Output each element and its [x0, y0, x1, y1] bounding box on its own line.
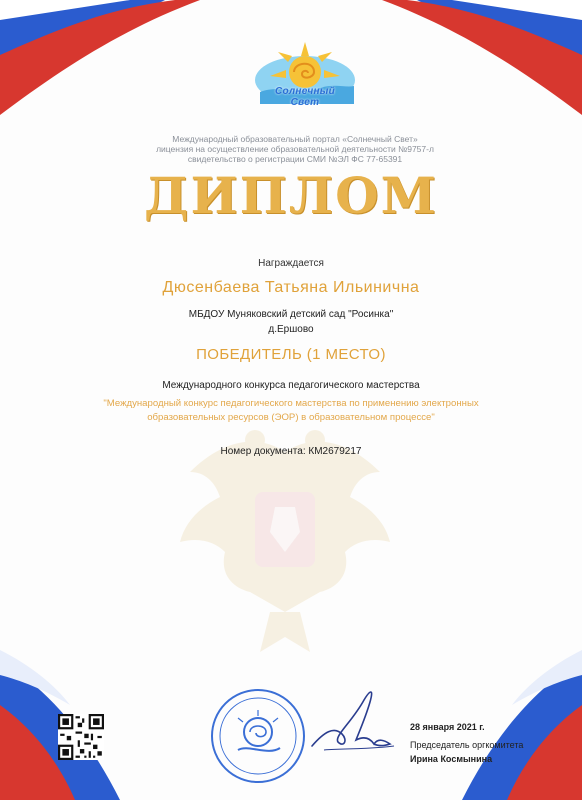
document-number: Номер документа: КМ2679217 [220, 446, 362, 457]
flag-ribbon-top-left [0, 0, 200, 120]
portal-info [150, 134, 440, 164]
awarded-label: Награждается [258, 258, 324, 269]
chair-name: Ирина Космынина [410, 754, 493, 764]
qr-code-icon [58, 714, 104, 760]
recipient-organization: МБДОУ Муняковский детский сад "Росинка" [188, 309, 394, 320]
logo-text: Солнечный Свет [274, 86, 336, 108]
license-line: лицензия на осуществление образовательной деятельности №9757-л [156, 144, 434, 154]
contest-label: Международного конкурса педагогического мастерства [162, 380, 420, 391]
issue-date: 28 января 2021 г. [410, 722, 485, 732]
flag-ribbon-top-right [382, 0, 582, 120]
contest-name: "Международный конкурс педагогического мастерства по применению электронных образовательных ресурсов (ЭОР) в образовательном процессе" [103, 398, 479, 423]
diploma-title: ДИПЛОМ [143, 166, 439, 225]
signature-icon [304, 682, 400, 756]
chair-label: Председатель оргкомитета [410, 740, 524, 750]
portal-line: Международный образовательный портал «Солнечный Свет» [172, 134, 418, 144]
recipient-name: Дюсенбаева Татьяна Ильинична [162, 279, 420, 296]
registration-line: свидетельство о регистрации СМИ №ЭЛ ФС 77-65391 [187, 154, 403, 164]
recipient-city: д.Ершово [268, 324, 314, 335]
stamp-icon [208, 686, 308, 786]
place-award: ПОБЕДИТЕЛЬ (1 МЕСТО) [196, 346, 386, 363]
